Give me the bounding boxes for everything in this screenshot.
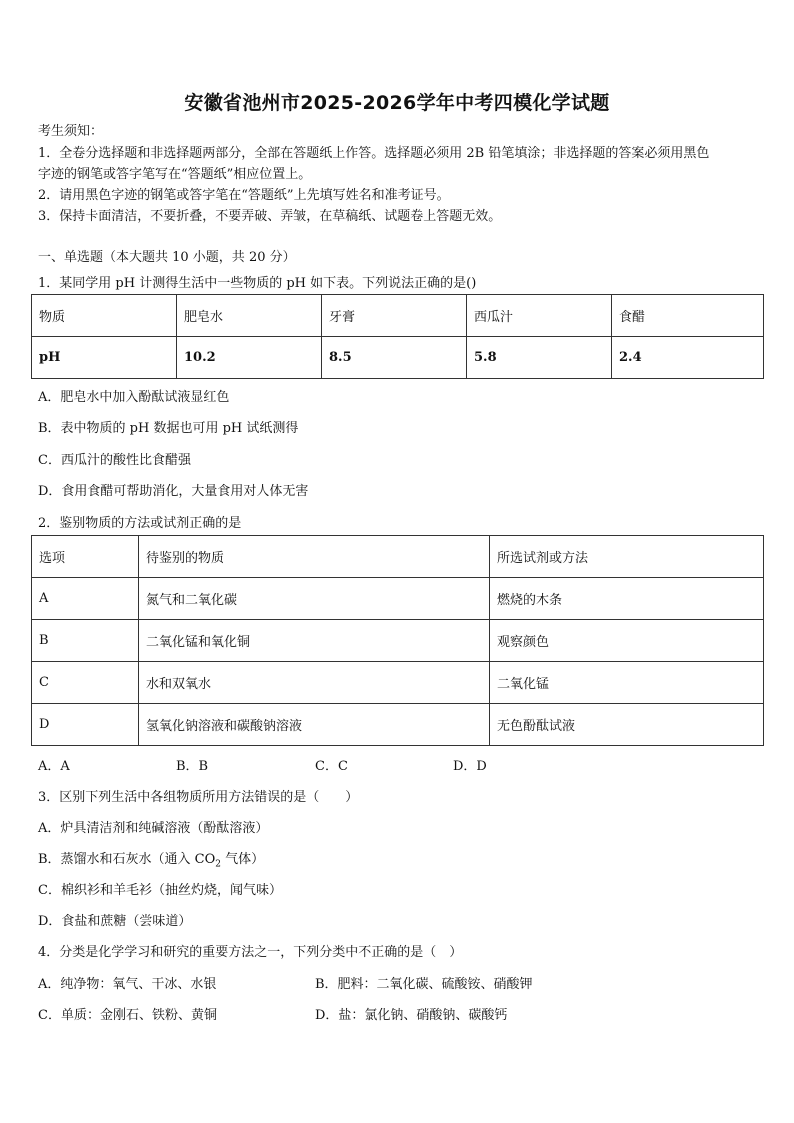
table-cell: 二氧化锰: [490, 662, 764, 704]
table-cell: A: [32, 578, 139, 620]
option: C．C: [315, 759, 348, 774]
subscript: 2: [215, 859, 222, 870]
table-row: [32, 337, 764, 379]
table-cell: 选项: [32, 536, 139, 578]
table-cell: 10.2: [177, 337, 322, 379]
question-3-stem: 3．区别下列生活中各组物质所用方法错误的是（ ）: [38, 790, 359, 805]
notice-item: 3．保持卡面清洁，不要折叠，不要弄破、弄皱，在草稿纸、试题卷上答题无效。: [38, 209, 502, 224]
option: B．B: [176, 759, 209, 774]
option: C．棉织衫和羊毛衫（抽丝灼烧，闻气味）: [38, 883, 282, 898]
option: A．A: [38, 759, 70, 774]
option-text: 气体）: [221, 852, 265, 867]
table-row: [32, 704, 764, 746]
option: D．食用食醋可帮助消化，大量食用对人体无害: [38, 484, 309, 499]
table-cell: 氢氧化钠溶液和碳酸钠溶液: [139, 704, 490, 746]
ph-table: [31, 294, 764, 379]
table-cell: C: [32, 662, 139, 704]
table-row: [32, 295, 764, 337]
notice-item: 1．全卷分选择题和非选择题两部分，全部在答题纸上作答。选择题必须用 2B 铅笔填涂；非选择题的答案必须用黑色: [38, 146, 710, 161]
option: D．D: [453, 759, 487, 774]
table-cell: 食醋: [612, 295, 764, 337]
table-row: [32, 620, 764, 662]
table-cell: 肥皂水: [177, 295, 322, 337]
notice-item: 2．请用黑色字迹的钢笔或答字笔在“答题纸”上先填写姓名和准考证号。: [38, 188, 450, 203]
question-2-stem: 2．鉴别物质的方法或试剂正确的是: [38, 516, 242, 531]
table-cell: 所选试剂或方法: [490, 536, 764, 578]
option: A．炉具清洁剂和纯碱溶液（酚酞溶液）: [38, 821, 269, 836]
notice-heading: 考生须知：: [38, 124, 104, 139]
table-cell: 5.8: [467, 337, 612, 379]
section-heading: 一、单选题（本大题共 10 小题，共 20 分）: [38, 250, 296, 265]
table-cell: D: [32, 704, 139, 746]
option: A．肥皂水中加入酚酞试液显红色: [38, 390, 230, 405]
identification-table: [31, 535, 764, 746]
option: B．表中物质的 pH 数据也可用 pH 试纸测得: [38, 421, 299, 436]
table-cell: 牙膏: [322, 295, 467, 337]
question-4-stem: 4．分类是化学学习和研究的重要方法之一，下列分类中不正确的是（ ）: [38, 945, 463, 960]
option-text: B．蒸馏水和石灰水（通入 CO: [38, 852, 216, 867]
table-cell: 燃烧的木条: [490, 578, 764, 620]
table-cell: B: [32, 620, 139, 662]
option: A．纯净物：氧气、干冰、水银: [38, 977, 217, 992]
table-cell: 无色酚酞试液: [490, 704, 764, 746]
table-cell: pH: [32, 337, 177, 379]
table-cell: 二氧化锰和氧化铜: [139, 620, 490, 662]
notice-item: 字迹的钢笔或答字笔写在“答题纸”相应位置上。: [38, 167, 312, 182]
table-cell: 水和双氧水: [139, 662, 490, 704]
table-cell: 西瓜汁: [467, 295, 612, 337]
table-row: [32, 662, 764, 704]
table-row: [32, 578, 764, 620]
option: C．单质：金刚石、铁粉、黄铜: [38, 1008, 217, 1023]
table-row: [32, 536, 764, 578]
table-cell: 待鉴别的物质: [139, 536, 490, 578]
table-cell: 2.4: [612, 337, 764, 379]
question-1-stem: 1．某同学用 pH 计测得生活中一些物质的 pH 如下表。下列说法正确的是(): [38, 276, 477, 291]
table-cell: 8.5: [322, 337, 467, 379]
table-cell: 观察颜色: [490, 620, 764, 662]
option: D．盐：氯化钠、硝酸钠、碳酸钙: [315, 1008, 508, 1023]
option: D．食盐和蔗糖（尝味道）: [38, 914, 192, 929]
page-title: 安徽省池州市2025-2026学年中考四模化学试题: [184, 92, 610, 114]
table-cell: 物质: [32, 295, 177, 337]
table-cell: 氮气和二氧化碳: [139, 578, 490, 620]
option: B．肥料：二氧化碳、硫酸铵、硝酸钾: [315, 977, 533, 992]
option: C．西瓜汁的酸性比食醋强: [38, 453, 191, 468]
option: [38, 848, 264, 870]
